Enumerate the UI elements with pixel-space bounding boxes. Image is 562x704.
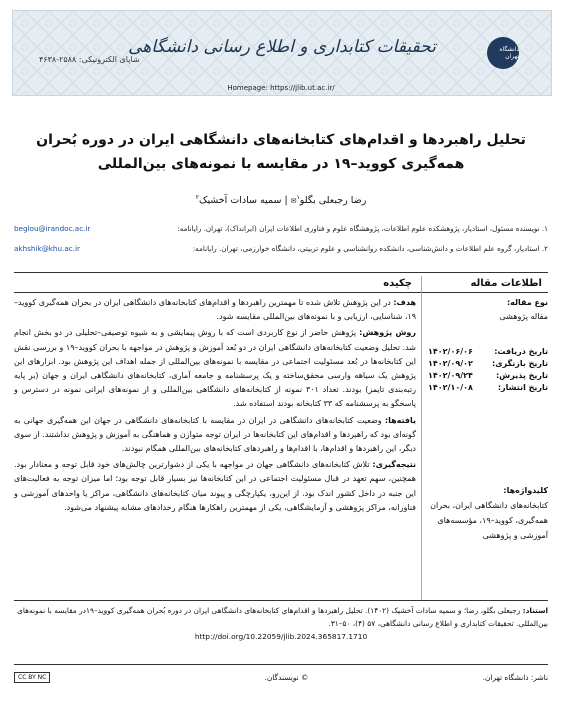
author-list bbox=[0, 194, 562, 206]
bottom-rule bbox=[14, 600, 548, 601]
citation-doi[interactable]: http://doi.org/10.22059/jlib.2024.365817.1710 bbox=[194, 632, 368, 641]
date-row bbox=[428, 346, 548, 358]
abstract-goal bbox=[14, 296, 416, 324]
title-line-2: همه‌گیری کووید–۱۹ در مقایسه با نمونه‌های بین‌المللی bbox=[97, 156, 465, 172]
abstract-conclusion bbox=[14, 458, 416, 515]
article-title bbox=[20, 128, 542, 176]
date-label: تاریخ انتشار: bbox=[497, 383, 548, 392]
column-divider bbox=[421, 276, 422, 600]
affiliation-1 bbox=[14, 224, 548, 233]
date-label: تاریخ پذیرش: bbox=[495, 371, 548, 380]
abstract-findings bbox=[14, 414, 416, 457]
goal-text: در این پژوهش تلاش شده تا مهمترین راهبردها و اقدام‌های کتابخانه‌های دانشگاهی ایران در بحران همه‌گیری کووید–۱۹، شناسایی، ارزیابی و با نمونه‌های بین‌المللی مقایسه شود. bbox=[14, 298, 416, 322]
author-1: رضا رجبعلی بگلو bbox=[299, 195, 367, 207]
article-dates bbox=[428, 346, 548, 394]
cc-license-icon[interactable]: CC BY NC bbox=[14, 672, 50, 683]
date-value: ۱۴۰۲/۱۰/۰۸ bbox=[428, 383, 473, 392]
findings-text: وضعیت کتابخانه‌های دانشگاهی در ایران در مقایسه با کتابخانه‌های دانشگاهی در جهان این همه‌گیری جهانی به گونه‌ای بود که راهبردها و اقدام‌های این کتابخانه‌ها در ایران توجه متوازن و هماهنگی به آموزش و پژوهش نداشتند. از سوی دیگر، این راهبردها و اقدام‌ها، با اقدام‌ها و راهبردهای کتابخانه‌های بین‌المللی همگام نبودند. bbox=[14, 415, 416, 454]
citation-body: رجبعلی بگلو، رضا؛ و سمیه سادات آخشیک (۱۴۰۲). تحلیل راهبردها و اقدام‌های کتابخانه‌های دانشگاهی ایران در دوره بُحران همه‌گیری کووید–۱۹در مقایسه با نمونه‌های بین‌المللی. تحقیقات کتابداری و اطلاع رسانی دانشگاهی، ۵۷ (۴)، ۵۰–۳۱. bbox=[17, 606, 548, 628]
journal-issn: شاپای الکترونیکی: ۲۵۸۸-۴۶۳۸ bbox=[39, 55, 140, 64]
author-2-mark: ۲ bbox=[195, 194, 199, 201]
author-2: سمیه سادات آخشیک bbox=[198, 195, 282, 207]
abstract bbox=[14, 296, 416, 517]
affiliation-1-email[interactable]: beglou@irandoc.ac.ir bbox=[14, 224, 91, 233]
date-label: تاریخ دریافت: bbox=[494, 347, 548, 356]
footer-rule bbox=[14, 664, 548, 665]
date-value: ۱۴۰۲/۰۶/۰۶ bbox=[428, 347, 473, 356]
affiliation-1-text: ۱. نویسنده مسئول، استادیار، پژوهشکده علوم اطلاعات، پژوهشگاه علوم و فناوری اطلاعات ایران (ایرانداک)، تهران. رایانامه: bbox=[177, 224, 548, 233]
method-label: روش پژوهش: bbox=[359, 328, 417, 338]
conclusion-label: نتیجه‌گیری: bbox=[372, 460, 416, 470]
abstract-heading: چکیده bbox=[383, 278, 412, 289]
journal-homepage[interactable]: Homepage: https://jlib.ut.ac.ir/ bbox=[227, 84, 335, 92]
findings-label: یافته‌ها: bbox=[384, 415, 417, 425]
keywords-value: کتابخانه‌های دانشگاهی ایران، بحران همه‌گیری، کووید–۱۹، مؤسسه‌های آموزشی و پژوهشی bbox=[430, 501, 548, 540]
affiliation-2-email[interactable]: akhshik@khu.ac.ir bbox=[14, 244, 80, 253]
top-rule bbox=[14, 272, 548, 273]
affiliation-2-text: ۲. استادیار، گروه علم اطلاعات و دانش‌شناسی، دانشکده روانشناسی و علوم تربیتی، دانشگاه خوارزمی، تهران. رایانامه: bbox=[192, 244, 548, 253]
heading-rule bbox=[14, 292, 548, 293]
copyright: © نویسندگان. bbox=[264, 673, 309, 682]
affiliation-2 bbox=[14, 244, 548, 253]
date-label: تاریخ بازنگری: bbox=[492, 359, 548, 368]
logo-text: دانشگاه تهران bbox=[499, 46, 519, 60]
article-info-heading: اطلاعات مقاله bbox=[470, 278, 542, 289]
conclusion-text: تلاش کتابخانه‌های دانشگاهی جهان در مواجهه با یکی از دشوارترین چالش‌های خود قابل توجه و معنادار بود. همچنین، سهم تعهد در قبال مسئولیت اجتماعی در این کتابخانه‌ها نیز بسیار قابل توجه بود؛ اما میزان توجه به فعالیت‌های این جنبه در داخل کشور اندک بود. از این‌رو، یکپارچگی و پیوند میان کتابخانه‌های دانشگاهی، مراکز یا واحدهای آموزشی و فناورانه، مراکز پژوهشی و آزمایشگاهی، یکی از مهمترین راهکارها هنگام رخدادهای مشابه پیشنهاد می‌شود. bbox=[14, 460, 416, 512]
method-text: پژوهش حاضر از نوع کاربردی است که با روش پیمایشی و به شیوه توصیفی–تحلیلی در دو بخش انجام شد. تحلیل وضعیت کتابخانه‌های دانشگاهی ایران در دو بُعد آموزش و پژوهش در مواجهه با بحران کووید–۱۹ و بررسی نقش این کتابخانه‌ها در بُعد مسئولیت اجتماعی در مقایسه با نمونه‌های بین‌المللی از جمله اهداف این پژوهش بود. ابزارهای این پژوهش یک سیاهه وارسی محقق‌ساخته و یک پرسشنامه و جامعه آماری، کتابخانه‌های دانشگاهی ایران و جهان (بر پایه رتبه‌بندی تایمز) بودند. تعداد ۳۰۱ نمونه از کتابخانه‌های دانشگاهی بین‌المللی و از نمونه‌های ایرانی نمونه در دسترس و پاسخگو به پرسشنامه که ۳۳ کتابخانه بودند استفاده شد. bbox=[14, 328, 417, 409]
abstract-method bbox=[14, 326, 416, 411]
citation-block bbox=[14, 604, 548, 643]
title-line-1: تحلیل راهبردها و اقدام‌های کتابخانه‌های دانشگاهی ایران در دوره بُحران bbox=[36, 132, 526, 148]
journal-title: تحقیقات کتابداری و اطلاع رسانی دانشگاهی bbox=[128, 37, 436, 57]
publisher: ناشر: دانشگاه تهران. bbox=[482, 673, 548, 682]
date-row bbox=[428, 382, 548, 394]
citation-text bbox=[14, 604, 548, 630]
article-type-label: نوع مقاله: bbox=[506, 298, 548, 307]
article-info bbox=[428, 296, 548, 543]
date-value: ۱۴۰۲/۰۹/۰۲ bbox=[428, 359, 473, 368]
date-value: ۱۴۰۲/۰۹/۲۴ bbox=[428, 371, 473, 380]
date-row bbox=[428, 358, 548, 370]
author-1-mark: ۱ bbox=[296, 194, 300, 201]
keywords-label: کلیدواژه‌ها: bbox=[503, 486, 548, 495]
goal-label: هدف: bbox=[393, 298, 416, 307]
article-type-value: مقاله پژوهشی bbox=[499, 312, 548, 321]
citation-label: استناد: bbox=[522, 606, 548, 615]
footer bbox=[14, 672, 548, 683]
author-separator: | bbox=[281, 195, 291, 207]
date-row bbox=[428, 370, 548, 382]
author-1-email-icon: ✉ bbox=[290, 197, 297, 206]
